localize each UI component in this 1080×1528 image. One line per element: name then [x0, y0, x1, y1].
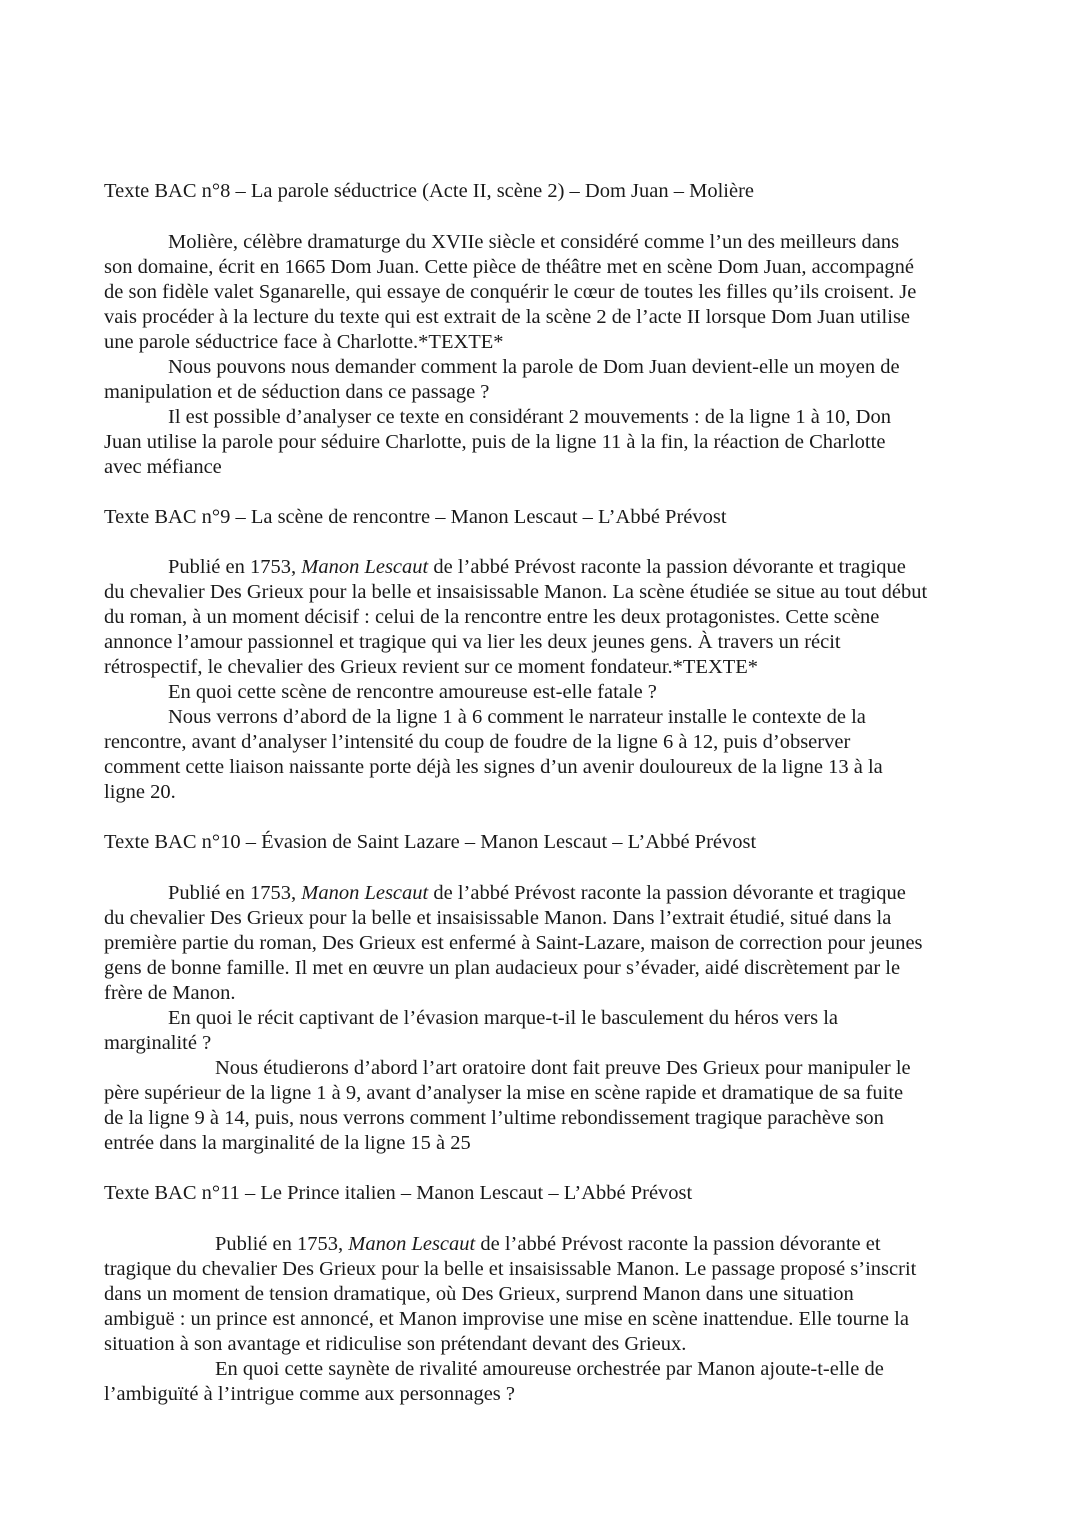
intro-line: ambiguë : un prince est annoncé, et Manon improvise une mise en scène inattendue. Elle tourne la: [104, 1308, 909, 1330]
question-line: l’ambiguïté à l’intrigue comme aux personnages ?: [104, 1383, 516, 1405]
intro-line: rétrospectif, le chevalier des Grieux revient sur ce moment fondateur.*TEXTE*: [104, 656, 759, 678]
section-heading-11: Texte BAC n°11 – Le Prince italien – Manon Lescaut – L’Abbé Prévost: [104, 1182, 693, 1204]
intro-text: de l’abbé Prévost raconte la passion dévorante et: [475, 1233, 881, 1255]
question-line: En quoi cette scène de rencontre amoureuse est-elle fatale ?: [168, 681, 657, 703]
intro-text: de l’abbé Prévost raconte la passion dévorante et tragique: [428, 882, 906, 904]
intro-text: de l’abbé Prévost raconte la passion dévorante et tragique: [428, 556, 906, 578]
plan-line: Juan utilise la parole pour séduire Charlotte, puis de la ligne 11 à la fin, la réaction de Charlotte: [104, 431, 886, 453]
intro-line: du chevalier Des Grieux pour la belle et insaisissable Manon. Dans l’extrait étudié, situé dans la: [104, 907, 892, 929]
intro-line: du chevalier Des Grieux pour la belle et insaisissable Manon. La scène étudiée se situe au tout début: [104, 581, 928, 603]
plan-line: comment cette liaison naissante porte déjà les signes d’un avenir douloureux de la ligne 13 à la: [104, 756, 883, 778]
section-heading-8: Texte BAC n°8 – La parole séductrice (Acte II, scène 2) – Dom Juan – Molière: [104, 180, 755, 202]
book-title: Manon Lescaut: [301, 556, 429, 578]
intro-text: Publié en 1753,: [215, 1233, 349, 1255]
book-title: Manon Lescaut: [301, 882, 429, 904]
section-heading-10: Texte BAC n°10 – Évasion de Saint Lazare – Manon Lescaut – L’Abbé Prévost: [104, 831, 757, 853]
plan-line: de la ligne 9 à 14, puis, nous verrons comment l’ultime rebondissement tragique parachève son: [104, 1107, 884, 1129]
intro-line: gens de bonne famille. Il met en œuvre un plan audacieux pour s’évader, aidé discrètement par le: [104, 957, 901, 979]
plan-line: rencontre, avant d’analyser l’intensité du coup de foudre de la ligne 6 à 12, puis d’observer: [104, 731, 851, 753]
plan-line: ligne 20.: [104, 781, 176, 803]
intro-line: vais procéder à la lecture du texte qui est extrait de la scène 2 de l’acte II lorsque Dom Juan utilise: [104, 306, 911, 328]
question-line: En quoi le récit captivant de l’évasion marque-t-il le basculement du héros vers la: [168, 1007, 838, 1029]
plan-line: Il est possible d’analyser ce texte en considérant 2 mouvements : de la ligne 1 à 10, Don: [168, 406, 891, 428]
intro-line: une parole séductrice face à Charlotte.*TEXTE*: [104, 331, 504, 353]
intro-line-first: [168, 881, 906, 906]
question-line: Nous pouvons nous demander comment la parole de Dom Juan devient-elle un moyen de: [168, 356, 900, 378]
intro-text: Publié en 1753,: [168, 556, 302, 578]
plan-line: avec méfiance: [104, 456, 222, 478]
plan-line: Nous étudierons d’abord l’art oratoire dont fait preuve Des Grieux pour manipuler le: [215, 1057, 911, 1079]
intro-line: du roman, à un moment décisif : celui de la rencontre entre les deux protagonistes. Cette scène: [104, 606, 880, 628]
intro-line: Molière, célèbre dramaturge du XVIIe siècle et considéré comme l’un des meilleurs dans: [168, 231, 900, 253]
section-heading-9: Texte BAC n°9 – La scène de rencontre – Manon Lescaut – L’Abbé Prévost: [104, 506, 727, 528]
book-title: Manon Lescaut: [348, 1233, 476, 1255]
intro-text: Publié en 1753,: [168, 882, 302, 904]
question-line: En quoi cette saynète de rivalité amoureuse orchestrée par Manon ajoute-t-elle de: [215, 1358, 884, 1380]
intro-line: annonce l’amour passionnel et tragique qui va lier les deux jeunes gens. À travers un récit: [104, 631, 841, 653]
intro-line: frère de Manon.: [104, 982, 236, 1004]
question-line: manipulation et de séduction dans ce passage ?: [104, 381, 490, 403]
plan-line: Nous verrons d’abord de la ligne 1 à 6 comment le narrateur installe le contexte de la: [168, 706, 866, 728]
plan-line: entrée dans la marginalité de la ligne 15 à 25: [104, 1132, 471, 1154]
intro-line: dans un moment de tension dramatique, où Des Grieux, surprend Manon dans une situation: [104, 1283, 854, 1305]
plan-line: père supérieur de la ligne 1 à 9, avant d’analyser la mise en scène rapide et dramatique de sa fuite: [104, 1082, 904, 1104]
intro-line-first: [215, 1232, 881, 1257]
intro-line-first: [168, 555, 906, 580]
intro-line: son domaine, écrit en 1665 Dom Juan. Cette pièce de théâtre met en scène Dom Juan, accompagné: [104, 256, 915, 278]
intro-line: de son fidèle valet Sganarelle, qui essaye de conquérir le cœur de toutes les filles qu’ils croisent. Je: [104, 281, 917, 303]
intro-line: première partie du roman, Des Grieux est enfermé à Saint-Lazare, maison de correction pour jeunes: [104, 932, 923, 954]
intro-line: situation à son avantage et ridiculise son prétendant devant des Grieux.: [104, 1333, 687, 1355]
intro-line: tragique du chevalier Des Grieux pour la belle et insaisissable Manon. Le passage proposé s’inscrit: [104, 1258, 917, 1280]
question-line: marginalité ?: [104, 1032, 212, 1054]
